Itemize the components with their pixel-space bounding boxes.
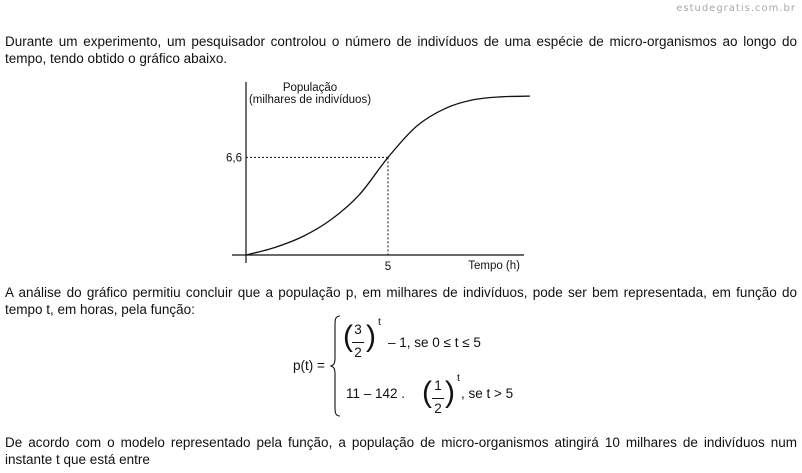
chart-title-line1: População xyxy=(282,82,338,94)
watermark: estudegratis.com.br xyxy=(676,3,796,14)
analysis-paragraph: A análise do gráfico permitiu concluir que a população p, em milhares de indivíduos, pode ser bem representada, em função do tempo t, em horas, pela função: xyxy=(5,285,797,317)
fraction-denominator: 2 xyxy=(354,345,362,360)
question-paragraph: De acordo com o modelo representado pela função, a população de micro-organismos atingirá 10 milhares de indivíduos num instante t que está entre xyxy=(5,435,797,467)
paren-open: ( xyxy=(343,320,353,353)
paren-close: ) xyxy=(445,376,455,409)
piecewise-function xyxy=(293,314,513,418)
left-brace xyxy=(329,314,343,418)
fraction-numerator: 3 xyxy=(354,322,362,337)
x-tick-label: 5 xyxy=(384,261,392,273)
paren-close: ) xyxy=(366,320,376,353)
fraction-denominator: 2 xyxy=(434,401,442,416)
case-2-condition: , se t > 5 xyxy=(461,386,514,401)
y-tick-label: 6,6 xyxy=(226,152,242,165)
paren-open: ( xyxy=(422,376,432,409)
fraction-numerator: 1 xyxy=(434,378,442,393)
case-2-prefix: 11 – 142 . xyxy=(346,386,406,401)
function-lhs: p(t) = xyxy=(293,358,325,373)
exponent: t xyxy=(378,316,381,328)
exponent: t xyxy=(457,372,460,384)
intro-paragraph: Durante um experimento, um pesquisador controlou o número de indivíduos de uma espécie de micro-organismos ao longo do tempo, tendo obtido o gráfico abaixo. xyxy=(5,34,797,66)
case-1-condition: – 1, se 0 ≤ t ≤ 5 xyxy=(388,335,481,350)
x-axis-label: Tempo (h) xyxy=(468,260,520,272)
chart-title-line2: (milhares de indivíduos) xyxy=(248,94,372,106)
